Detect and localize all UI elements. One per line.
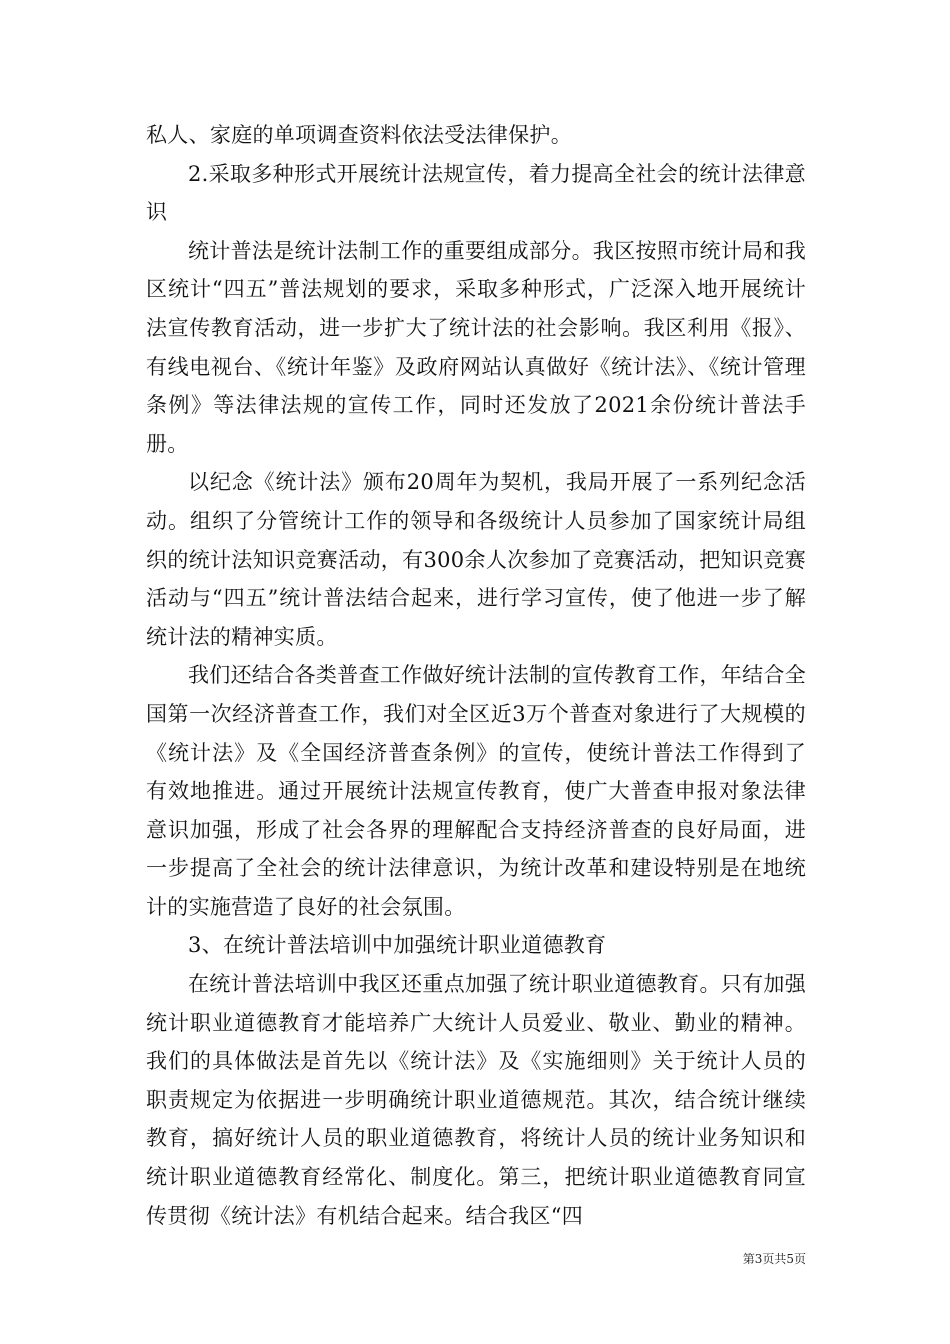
paragraph-ethics-education: 在统计普法培训中我区还重点加强了统计职业道德教育。只有加强统计职业道德教育才能培养广大统计人员爱业、敬业、勤业的精神。我们的具体做法是首先以《统计法》及《实施细则》关于统计人员的职责规定为依据进一步明确统计职业道德规范。其次，结合统计继续教育，搞好统计人员的职业道德教育，将统计人员的统计业务知识和统计职业道德教育经常化、制度化。第三，把统计职业道德教育同宣传贯彻《统计法》有机结合起来。结合我区“四 bbox=[146, 972, 806, 1228]
document-body bbox=[146, 116, 806, 1235]
paragraph-census-education: 我们还结合各类普查工作做好统计法制的宣传教育工作，年结合全国第一次经济普查工作，我们对全区近3万个普查对象进行了大规模的《统计法》及《全国经济普查条例》的宣传，使统计普法工作得到了有效地推进。通过开展统计法规宣传教育，使广大普查申报对象法律意识加强，形成了社会各界的理解配合支持经济普查的良好局面，进一步提高了全社会的统计法律意识，为统计改革和建设特别是在地统计的实施营造了良好的社会氛围。 bbox=[146, 663, 806, 919]
paragraph-continuation: 私人、家庭的单项调查资料依法受法律保护。 bbox=[146, 123, 572, 147]
section-heading-3: 3、在统计普法培训中加强统计职业道德教育 bbox=[188, 933, 607, 958]
paragraph-legal-publicity: 统计普法是统计法制工作的重要组成部分。我区按照市统计局和我区统计“四五”普法规划的要求，采取多种形式，广泛深入地开展统计法宣传教育活动，进一步扩大了统计法的社会影响。我区利用《报》、有线电视台、《统计年鉴》及政府网站认真做好《统计法》、《统计管理条例》等法律法规的宣传工作，同时还发放了2021余份统计普法手册。 bbox=[146, 238, 806, 456]
page-number: 第3页共5页 bbox=[742, 1252, 806, 1266]
section-heading-2: 2.采取多种形式开展统计法规宣传，着力提高全社会的统计法律意识 bbox=[146, 161, 806, 225]
paragraph-anniversary-activities: 以纪念《统计法》颁布20周年为契机，我局开展了一系列纪念活动。组织了分管统计工作的领导和各级统计人员参加了国家统计局组织的统计法知识竞赛活动，有300余人次参加了竞赛活动，把知识竞赛活动与“四五”统计普法结合起来，进行学习宣传，使了他进一步了解统计法的精神实质。 bbox=[146, 470, 806, 649]
